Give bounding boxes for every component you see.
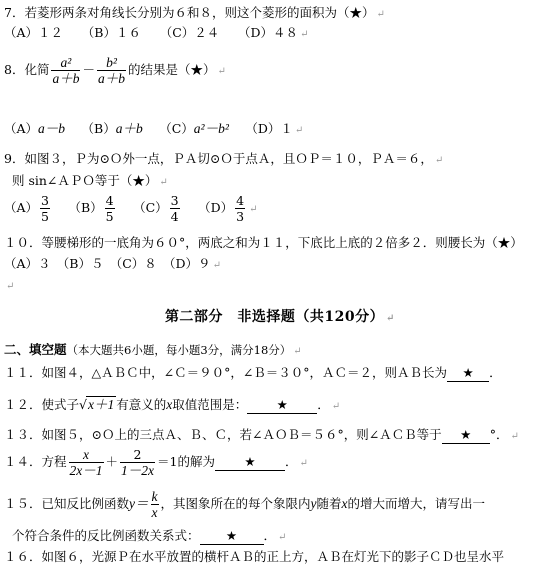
question-8-stem: 8．化简 $\frac{\text{a²}}{a+b}$ － $\frac{\text{b²}}{a+b}$ 的结果是（★） ↵	[4, 55, 226, 86]
fraction-3-5: $\frac{3}{5}$	[41, 193, 49, 224]
part-two-title: 第二部分 非选择题（共120分） ↵	[164, 309, 396, 325]
fraction-x-over-2x-minus-1: $\frac{x}{2x-1}$	[69, 447, 103, 478]
empty-line: ↵	[6, 281, 15, 292]
sqrt-sign: √	[79, 397, 87, 412]
answer-blank[interactable]: ★	[200, 528, 264, 545]
answer-blank[interactable]: ★	[442, 427, 490, 444]
question-13: １３．如图５，⊙Ｏ上的三点Ａ、Ｂ、Ｃ，若∠ＡＯＢ＝５６°，则∠ＡＣＢ等于 ★ °． ↵	[4, 427, 519, 442]
fraction-4-5: $\frac{4}{5}$	[105, 193, 114, 224]
question-7-stem: 7．若菱形两条对角线长分别为６和８，则这个菱形的面积为（★） ↵	[4, 5, 385, 20]
fraction-4-3: $\frac{4}{3}$	[236, 193, 245, 224]
fraction-b2-over-a-plus-b: $\frac{\text{b²}}{a+b}$	[97, 55, 125, 86]
fill-in-heading: 二、填空题（本大题共6小题，每小题3分，满分18分） ↵	[4, 342, 302, 357]
question-15-line2: 个符合条件的反比例函数关系式： ★ ． ↵	[12, 528, 287, 543]
fraction-3-4: $\frac{3}{4}$	[170, 193, 179, 224]
question-9-stem: 9．如图３，Ｐ为⊙Ｏ外一点，ＰＡ切⊙Ｏ于点Ａ，且ＯＰ＝１０，ＰＡ＝６， ↵	[4, 151, 444, 166]
fraction-2-over-1-minus-2x: $\frac{2}{1-2x}$	[121, 447, 155, 478]
question-10-options: （A）３ （B）５ （C）８ （D）９ ↵	[4, 256, 221, 271]
question-7-options: （A）１２ （B）１６ （C）２４ （D）４８ ↵	[4, 25, 309, 40]
question-12: １２．使式子√x＋1 有意义的x取值范围是： ★ ． ↵	[4, 397, 341, 412]
fraction-a2-over-a-plus-b: $\frac{\text{a²}}{a+b}$	[52, 55, 80, 86]
answer-blank[interactable]: ★	[447, 365, 489, 382]
fraction-k-over-x: $\frac{k}{x}$	[151, 489, 158, 520]
answer-blank[interactable]: ★	[247, 397, 317, 414]
question-11: １１．如图４，△ＡＢＣ中，∠Ｃ＝９０°，∠Ｂ＝３０°，ＡＣ＝２，则ＡＢ长为 ★ ．	[4, 365, 502, 380]
question-9-options: （A） $\frac{3}{5}$ （B） $\frac{4}{5}$ （C） $\frac{3}{4}$ （D） $\frac{4}{3}$ ↵	[4, 193, 258, 224]
question-14: １４．方程 $\frac{x}{2x-1}$ ＋ $\frac{2}{1-2x}$ ＝1的解为 ★ ． ↵	[4, 447, 308, 478]
question-15: １５．已知反比例函数y＝ $\frac{k}{x}$ ，其图象所在的每个象限内y随着x的增大而增大，请写出一	[4, 489, 486, 520]
answer-blank[interactable]: ★	[215, 454, 285, 471]
question-8-options: （A）a－b （B）a＋b （C）a²－b² （D）１ ↵	[4, 121, 304, 136]
question-16: １６．如图６，光源Ｐ在水平放置的横杆ＡＢ的正上方，ＡＢ在灯光下的影子ＣＤ也呈水平	[4, 549, 505, 564]
question-10-stem: １０．等腰梯形的一底角为６０°，两底之和为１１，下底比上底的２倍多２．则腰长为（★）	[4, 235, 523, 250]
question-9-stem-line2: 则 sin∠ＡＰＯ等于（★） ↵	[12, 173, 168, 188]
